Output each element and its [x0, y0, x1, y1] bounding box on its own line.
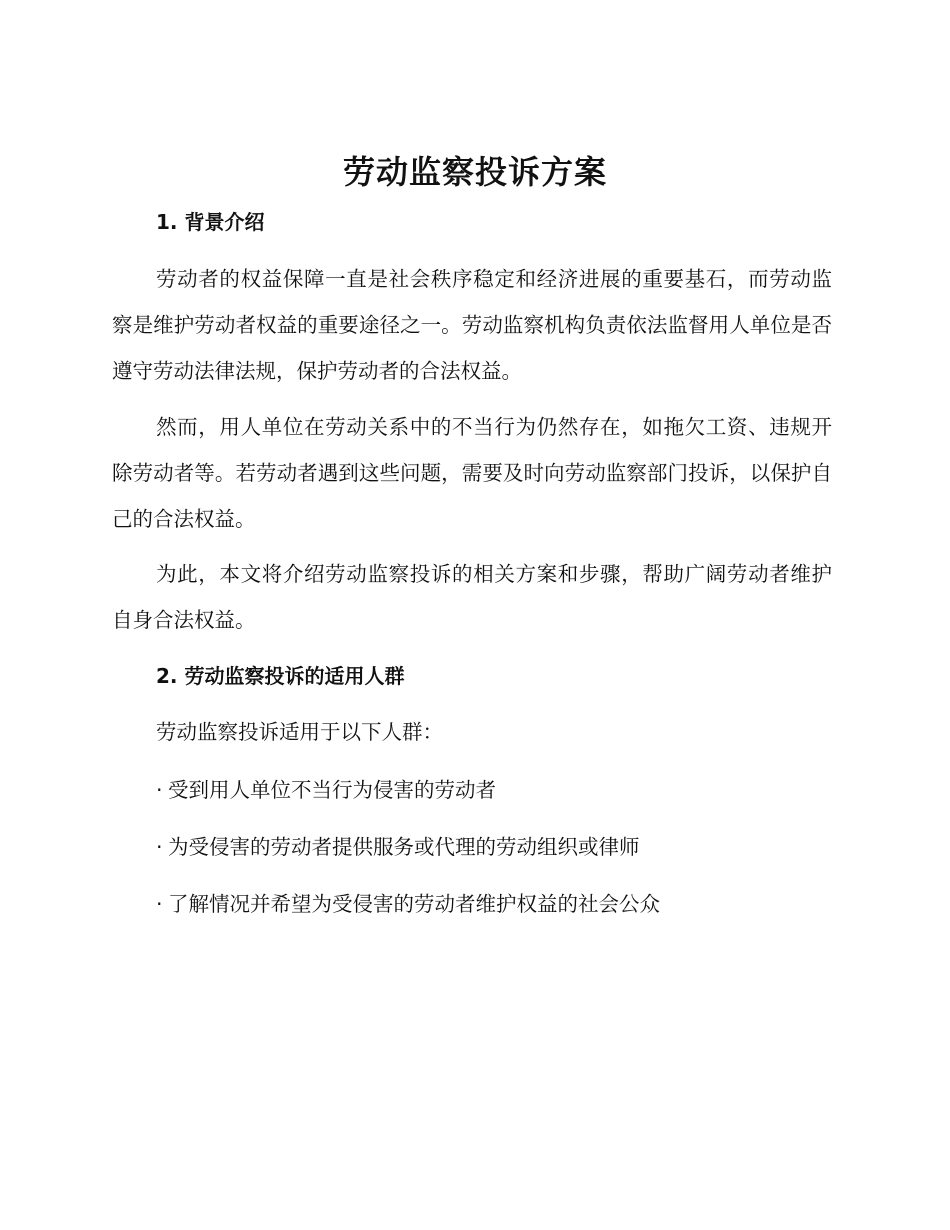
list-item — [156, 886, 660, 922]
list-item-text: 为受侵害的劳动者提供服务或代理的劳动组织或律师 — [168, 835, 640, 859]
bullet-icon: · — [156, 778, 163, 802]
list-item — [156, 772, 660, 808]
section-heading-background: 1. 背景介绍 — [156, 210, 265, 234]
paragraph: 然而，用人单位在劳动关系中的不当行为仍然存在，如拖欠工资、违规开除劳动者等。若劳动者遇到这些问题，需要及时向劳动监察部门投诉，以保护自己的合法权益。 — [112, 415, 832, 531]
paragraph: 为此，本文将介绍劳动监察投诉的相关方案和步骤，帮助广阔劳动者维护自身合法权益。 — [112, 562, 832, 632]
list-item-text: 了解情况并希望为受侵害的劳动者维护权益的社会公众 — [168, 892, 660, 916]
list-item — [156, 829, 660, 865]
applicable-groups-list — [156, 772, 660, 943]
list-intro: 劳动监察投诉适用于以下人群： — [156, 720, 443, 744]
paragraph: 劳动者的权益保障一直是社会秩序稳定和经济进展的重要基石，而劳动监察是维护劳动者权益的重要途径之一。劳动监察机构负责依法监督用人单位是否遵守劳动法律法规，保护劳动者的合法权益。 — [112, 267, 832, 383]
section-heading-applicable-groups: 2. 劳动监察投诉的适用人群 — [156, 664, 405, 688]
bullet-icon: · — [156, 835, 163, 859]
document-title: 劳动监察投诉方案 — [342, 153, 607, 191]
list-item-text: 受到用人单位不当行为侵害的劳动者 — [168, 778, 496, 802]
bullet-icon: · — [156, 892, 163, 916]
